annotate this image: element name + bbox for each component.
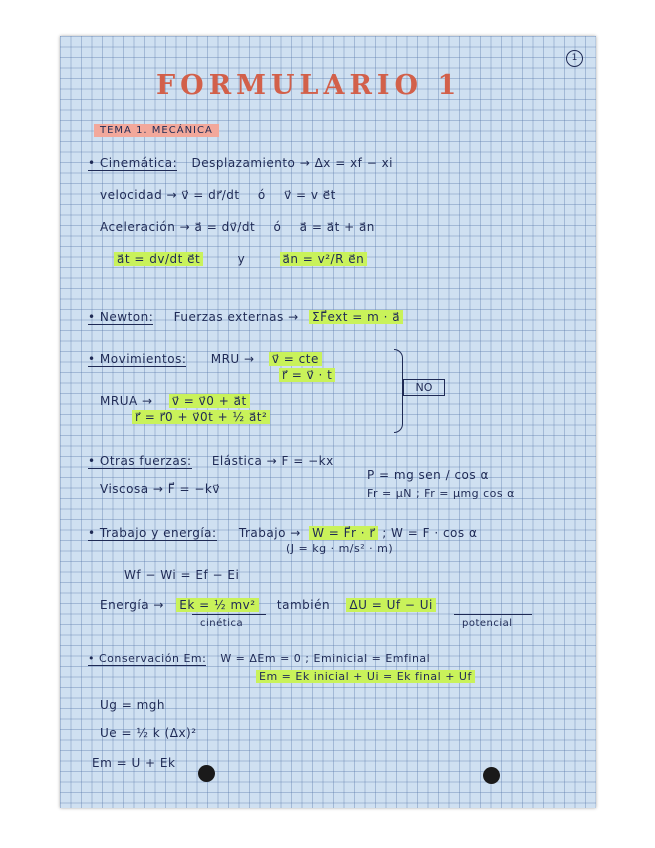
aceleracion-normal: a⃗n = v²/R e⃗n xyxy=(280,252,368,266)
mru-label: MRU → xyxy=(210,352,255,366)
velocidad-formula: velocidad → v⃗ = dr⃗/dt xyxy=(100,188,240,202)
teorema-line xyxy=(124,568,239,582)
em-line xyxy=(92,756,175,770)
trabajo-section xyxy=(88,526,477,540)
potencial-note xyxy=(462,618,513,629)
mru-posicion-line xyxy=(279,368,335,382)
cinematica-section xyxy=(88,156,393,170)
mrua-line xyxy=(100,394,250,408)
binder-hole-left xyxy=(198,765,215,782)
energia-potencial: ΔU = Uf − Ui xyxy=(346,598,435,612)
mru-velocidad: v⃗ = cte xyxy=(269,352,322,366)
newton-text: Fuerzas externas → xyxy=(173,310,299,324)
aceleracion-alt: a⃗ = a⃗t + a⃗n xyxy=(299,220,375,234)
fuerzas-section xyxy=(88,454,334,468)
aceleracion-tangencial: a⃗t = dv/dt e⃗t xyxy=(114,252,203,266)
componentes-y: y xyxy=(237,252,246,266)
aceleracion-formula: Aceleración → a⃗ = dv⃗/dt xyxy=(100,220,256,234)
trabajo-alt: ; W = F · cos α xyxy=(382,526,478,540)
velocidad-alt: v⃗ = v e⃗t xyxy=(284,188,336,202)
componentes-line xyxy=(114,252,367,266)
energia-gravitatoria: Ug = mgh xyxy=(100,698,165,712)
fuerza-elastica: Elástica → F = −kx xyxy=(211,454,334,468)
trabajo-units-line xyxy=(286,542,393,555)
notebook-page xyxy=(60,36,596,808)
cinetica-note xyxy=(200,618,243,629)
potencial-underline xyxy=(454,614,532,616)
page-title: FORMULARIO 1 xyxy=(156,70,462,101)
mru-posicion: r⃗ = v⃗ · t xyxy=(279,368,335,382)
cinetica-underline xyxy=(192,614,266,616)
aceleracion-or: ó xyxy=(273,220,282,234)
conservacion-energia: Em = Ek inicial + Ui = Ek final + Uf xyxy=(256,670,475,683)
trabajo-units: (J = kg · m/s² · m) xyxy=(286,542,394,555)
mrua-label: MRUA → xyxy=(100,394,153,408)
energia-line xyxy=(100,598,436,612)
movimientos-label: • Movimientos: xyxy=(88,352,187,366)
tambien-text: también xyxy=(276,598,331,612)
velocidad-or: ó xyxy=(257,188,266,202)
energia-elastica: Ue = ½ k (Δx)² xyxy=(100,726,197,740)
conservacion-section xyxy=(88,652,430,665)
cinematica-desplazamiento: Desplazamiento → Δx = xf − xi xyxy=(191,156,394,170)
trabajo-energia: Wf − Wi = Ef − Ei xyxy=(124,568,240,582)
conservacion-formula: W = ΔEm = 0 ; Eminicial = Emfinal xyxy=(220,652,431,665)
trabajo-formula: W = F⃗r · r⃗ xyxy=(309,526,378,540)
ug-line xyxy=(100,698,165,712)
no-box: NO xyxy=(403,379,445,396)
mrua-velocidad: v⃗ = v⃗0 + a⃗t xyxy=(169,394,250,408)
fuerzas-label: • Otras fuerzas: xyxy=(88,454,192,468)
peso-formula: P = mg sen / cos α xyxy=(367,468,489,482)
cinetica-label: cinética xyxy=(200,618,244,629)
topic-heading: TEMA 1. MECÁNICA xyxy=(94,124,219,137)
trabajo-text: Trabajo → xyxy=(238,526,301,540)
newton-formula: ΣF⃗ext = m · a⃗ xyxy=(309,310,403,324)
energia-mecanica: Em = U + Ek xyxy=(92,756,176,770)
peso-line xyxy=(367,468,489,482)
aceleracion-line xyxy=(100,220,375,234)
cinematica-label: • Cinemática: xyxy=(88,156,178,170)
ue-line xyxy=(100,726,197,740)
energia-text: Energía → xyxy=(100,598,164,612)
rozamiento-line xyxy=(367,487,515,500)
mrua-posicion: r⃗ = r⃗0 + v⃗0t + ½ a⃗t² xyxy=(132,410,270,424)
viscosa-line xyxy=(100,482,220,496)
movimientos-brace xyxy=(394,349,403,433)
velocidad-line xyxy=(100,188,336,202)
binder-hole-right xyxy=(483,767,500,784)
newton-label: • Newton: xyxy=(88,310,154,324)
movimientos-section xyxy=(88,352,322,366)
trabajo-label: • Trabajo y energía: xyxy=(88,526,217,540)
potencial-label: potencial xyxy=(462,618,513,629)
mrua-posicion-line xyxy=(132,410,270,424)
page-number: 1 xyxy=(566,50,583,67)
energia-cinetica: Ek = ½ mv² xyxy=(176,598,258,612)
fuerza-viscosa: Viscosa → F⃗ = −kv⃗ xyxy=(100,482,220,496)
conservacion-line2 xyxy=(256,670,475,683)
rozamiento-formula: Fr = μN ; Fr = μmg cos α xyxy=(367,487,515,500)
conservacion-label: • Conservación Em: xyxy=(88,652,207,665)
newton-section xyxy=(88,310,403,324)
